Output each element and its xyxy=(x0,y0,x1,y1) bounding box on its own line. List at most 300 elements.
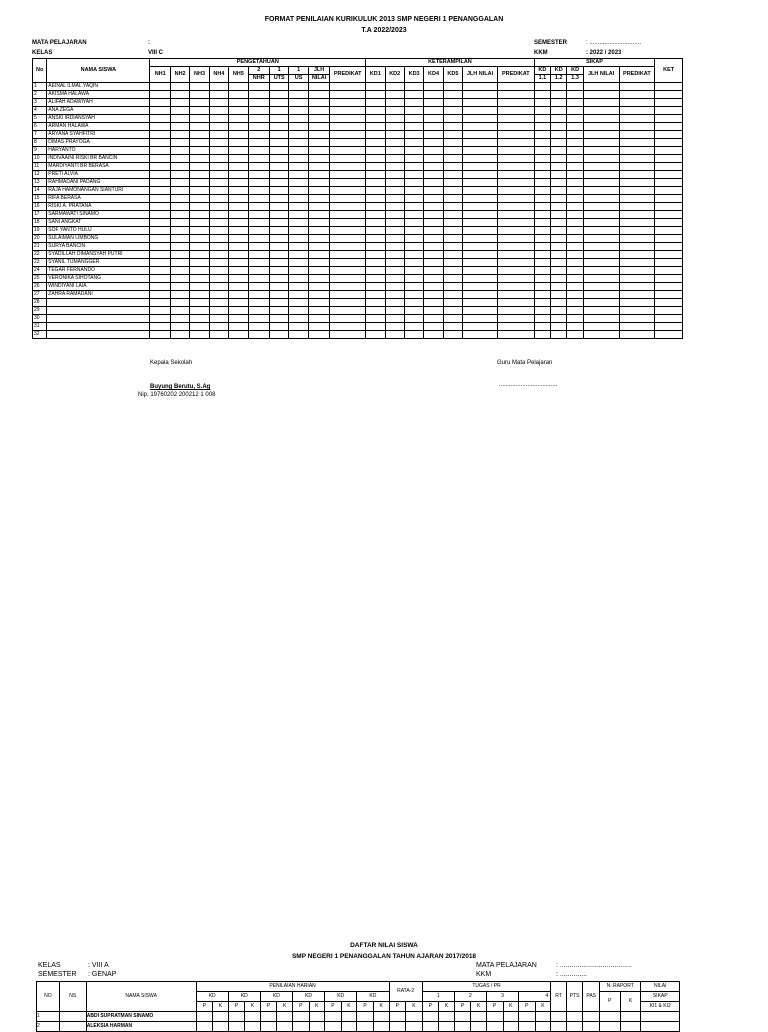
grade-cell xyxy=(269,315,288,323)
s2-semester-label: SEMESTER xyxy=(38,971,77,978)
grade-cell xyxy=(170,139,189,147)
grade-cell xyxy=(424,203,443,211)
s2-kkm-value: : .............. xyxy=(556,971,588,978)
grade-cell xyxy=(289,147,308,155)
grade-cell xyxy=(248,243,269,251)
grade-cell xyxy=(170,99,189,107)
grade-cell xyxy=(404,315,423,323)
grade-cell xyxy=(248,195,269,203)
grade-cell xyxy=(269,307,288,315)
grade-cell xyxy=(366,123,385,131)
guru-label: Guru Mata Pelajaran xyxy=(497,360,553,366)
grade-cell xyxy=(551,83,567,91)
grade-cell xyxy=(209,131,228,139)
grade-cell xyxy=(248,315,269,323)
grade-cell xyxy=(308,275,329,283)
grade-cell xyxy=(619,163,655,171)
grade-cell xyxy=(463,331,498,339)
grade-cell xyxy=(229,243,248,251)
grade-cell xyxy=(330,107,366,115)
s2-grade-cell xyxy=(406,1012,423,1022)
student-row xyxy=(33,211,683,219)
s2-grade-cell xyxy=(389,1012,406,1022)
grade-cell xyxy=(269,219,288,227)
grade-cell xyxy=(366,331,385,339)
grade-cell xyxy=(229,283,248,291)
student-no: 6 xyxy=(33,123,47,131)
grade-cell xyxy=(551,211,567,219)
grade-cell xyxy=(150,291,170,299)
grade-cell xyxy=(209,163,228,171)
student-no: 10 xyxy=(33,155,47,163)
student-no: 13 xyxy=(33,179,47,187)
grade-cell xyxy=(366,179,385,187)
grade-cell xyxy=(170,219,189,227)
s2-grade-cell xyxy=(439,1022,455,1032)
grade-cell xyxy=(248,99,269,107)
grade-cell xyxy=(308,251,329,259)
student-row xyxy=(33,203,683,211)
grade-cell xyxy=(463,147,498,155)
grade-cell xyxy=(366,299,385,307)
grade-cell xyxy=(229,259,248,267)
grade-cell xyxy=(150,203,170,211)
student-name xyxy=(47,323,150,331)
grade-cell xyxy=(190,115,209,123)
grade-cell xyxy=(497,283,534,291)
grade-cell xyxy=(583,283,619,291)
grade-cell xyxy=(655,139,683,147)
grade-cell xyxy=(150,211,170,219)
grade-cell xyxy=(404,115,423,123)
s2-grade-cell xyxy=(599,1012,620,1022)
grade-cell xyxy=(424,123,443,131)
s2-grade-cell xyxy=(277,1012,293,1022)
grade-cell xyxy=(497,211,534,219)
grade-cell xyxy=(534,155,550,163)
s2-kelas-value: : VIII A xyxy=(88,962,109,969)
grade-cell xyxy=(497,99,534,107)
grade-cell xyxy=(404,243,423,251)
grade-cell xyxy=(385,187,404,195)
s2-grade-cell xyxy=(406,1022,423,1032)
grade-cell xyxy=(269,139,288,147)
grade-cell xyxy=(463,267,498,275)
s2-grade-cell xyxy=(620,1012,641,1022)
grade-cell xyxy=(330,115,366,123)
grade-cell xyxy=(209,139,228,147)
student-row xyxy=(33,267,683,275)
sheet1-title: FORMAT PENILAIAN KURIKULUK 2013 SMP NEGERI 1 PENANGGALAN xyxy=(264,16,504,23)
grade-cell xyxy=(534,83,550,91)
grade-cell xyxy=(551,299,567,307)
grade-cell xyxy=(209,171,228,179)
s2-grade-cell xyxy=(503,1022,519,1032)
grade-cell xyxy=(583,307,619,315)
grade-cell xyxy=(424,195,443,203)
grade-cell xyxy=(583,219,619,227)
grade-cell xyxy=(443,267,462,275)
student-name: PRETI ALVIA xyxy=(47,171,150,179)
grade-cell xyxy=(308,83,329,91)
grade-cell xyxy=(443,115,462,123)
grade-cell xyxy=(655,131,683,139)
grade-cell xyxy=(583,235,619,243)
grade-cell xyxy=(404,275,423,283)
grade-cell xyxy=(534,227,550,235)
col-predikat-3: PREDIKAT xyxy=(619,67,655,83)
s2-grade-cell xyxy=(260,1012,277,1022)
s2-student-ns xyxy=(59,1022,86,1032)
student-name: HARYANTO xyxy=(47,147,150,155)
grade-cell xyxy=(655,83,683,91)
grade-cell xyxy=(308,91,329,99)
student-no: 5 xyxy=(33,115,47,123)
grade-cell xyxy=(424,331,443,339)
grade-cell xyxy=(209,283,228,291)
grade-cell xyxy=(424,171,443,179)
grade-cell xyxy=(424,179,443,187)
col-sikap: SIKAP xyxy=(534,59,655,67)
grade-cell xyxy=(619,307,655,315)
grade-cell xyxy=(170,131,189,139)
grade-cell xyxy=(534,331,550,339)
grade-cell xyxy=(567,195,583,203)
grade-cell xyxy=(497,115,534,123)
grade-cell xyxy=(190,227,209,235)
grade-cell xyxy=(583,123,619,131)
grade-cell xyxy=(269,299,288,307)
student-row xyxy=(33,163,683,171)
grade-cell xyxy=(619,107,655,115)
grade-cell xyxy=(443,179,462,187)
mapel-value: : xyxy=(148,40,150,46)
grade-cell xyxy=(229,235,248,243)
grade-cell xyxy=(209,299,228,307)
grade-cell xyxy=(567,179,583,187)
col-nilai: NILAI xyxy=(308,75,329,83)
grade-cell xyxy=(385,235,404,243)
grade-cell xyxy=(497,195,534,203)
student-no: 15 xyxy=(33,195,47,203)
grade-cell xyxy=(655,123,683,131)
grade-cell xyxy=(424,187,443,195)
col-no: No xyxy=(33,59,47,83)
grade-cell xyxy=(497,235,534,243)
grade-cell xyxy=(443,299,462,307)
grade-cell xyxy=(209,147,228,155)
grade-cell xyxy=(424,315,443,323)
grade-cell xyxy=(385,227,404,235)
grade-cell xyxy=(404,187,423,195)
grade-cell xyxy=(443,107,462,115)
grade-cell xyxy=(150,139,170,147)
grade-cell xyxy=(330,187,366,195)
student-row xyxy=(33,179,683,187)
col-jlh-nilai-2: JLH NILAI xyxy=(583,67,619,83)
col-us: US xyxy=(289,75,308,83)
grade-cell xyxy=(385,331,404,339)
grade-cell xyxy=(463,219,498,227)
grade-cell xyxy=(269,259,288,267)
grade-cell xyxy=(655,227,683,235)
grade-cell xyxy=(229,107,248,115)
grade-cell xyxy=(567,267,583,275)
grade-cell xyxy=(330,323,366,331)
grade-cell xyxy=(534,267,550,275)
grade-cell xyxy=(366,107,385,115)
grade-cell xyxy=(170,91,189,99)
col-kd4: KD4 xyxy=(424,67,443,83)
semester-label: SEMESTER xyxy=(534,40,568,46)
grade-cell xyxy=(551,203,567,211)
grade-cell xyxy=(619,291,655,299)
s2-k-header: K xyxy=(373,1002,389,1012)
grade-cell xyxy=(229,179,248,187)
grade-cell xyxy=(366,235,385,243)
grade-cell xyxy=(209,307,228,315)
grade-cell xyxy=(289,123,308,131)
grade-cell xyxy=(366,99,385,107)
col-nh2: NH2 xyxy=(170,67,189,83)
grade-cell xyxy=(269,123,288,131)
grade-cell xyxy=(269,323,288,331)
s2-nraport-p: P xyxy=(599,992,620,1012)
grade-cell xyxy=(619,203,655,211)
grade-cell xyxy=(330,155,366,163)
grade-cell xyxy=(269,171,288,179)
semester-value: : ............................... xyxy=(586,40,642,46)
grade-cell xyxy=(497,299,534,307)
grade-cell xyxy=(534,243,550,251)
grade-cell xyxy=(308,235,329,243)
grade-cell xyxy=(385,203,404,211)
grade-cell xyxy=(289,315,308,323)
grade-cell xyxy=(190,235,209,243)
grade-cell xyxy=(190,331,209,339)
student-row xyxy=(33,251,683,259)
student-row xyxy=(33,147,683,155)
grade-cell xyxy=(289,291,308,299)
student-no: 29 xyxy=(33,307,47,315)
grade-cell xyxy=(404,131,423,139)
grade-cell xyxy=(308,211,329,219)
grade-cell xyxy=(229,203,248,211)
grade-cell xyxy=(330,235,366,243)
grade-cell xyxy=(443,323,462,331)
grade-cell xyxy=(209,99,228,107)
grade-cell xyxy=(551,107,567,115)
grade-cell xyxy=(366,259,385,267)
grade-cell xyxy=(567,323,583,331)
grade-cell xyxy=(463,139,498,147)
student-name: SULAIMAN LIMBONG xyxy=(47,235,150,243)
grade-cell xyxy=(619,323,655,331)
grade-cell xyxy=(170,251,189,259)
grade-cell xyxy=(583,179,619,187)
grade-cell xyxy=(190,243,209,251)
grade-cell xyxy=(655,147,683,155)
col-uts: UTS xyxy=(269,75,288,83)
grade-cell xyxy=(424,307,443,315)
grade-cell xyxy=(424,131,443,139)
grade-cell xyxy=(150,259,170,267)
grade-cell xyxy=(366,187,385,195)
student-name: VERONIKA SIHOTANG xyxy=(47,275,150,283)
grade-cell xyxy=(567,203,583,211)
student-no: 16 xyxy=(33,203,47,211)
grade-cell xyxy=(229,195,248,203)
grade-cell xyxy=(551,155,567,163)
s2-kd-2: KD xyxy=(228,992,260,1002)
grade-cell xyxy=(269,283,288,291)
grade-cell xyxy=(150,115,170,123)
grade-cell xyxy=(330,299,366,307)
grade-cell xyxy=(289,99,308,107)
col-kd11-bottom: 1.1 xyxy=(534,75,550,83)
grade-cell xyxy=(269,235,288,243)
grade-cell xyxy=(330,243,366,251)
student-row xyxy=(33,83,683,91)
student-no: 11 xyxy=(33,163,47,171)
grade-cell xyxy=(229,307,248,315)
grade-cell xyxy=(443,99,462,107)
grade-cell xyxy=(497,171,534,179)
s2-p-header: P xyxy=(519,1002,536,1012)
student-row xyxy=(33,259,683,267)
grade-cell xyxy=(385,291,404,299)
grade-cell xyxy=(209,195,228,203)
grade-cell xyxy=(289,107,308,115)
grade-cell xyxy=(404,211,423,219)
grade-cell xyxy=(269,91,288,99)
grade-cell xyxy=(190,171,209,179)
student-row xyxy=(33,91,683,99)
s2-grade-cell xyxy=(196,1012,213,1022)
grade-cell xyxy=(404,139,423,147)
grade-cell xyxy=(619,243,655,251)
col-ket: KET xyxy=(655,59,683,83)
grade-cell xyxy=(209,267,228,275)
student-no: 26 xyxy=(33,283,47,291)
student-row xyxy=(33,107,683,115)
grade-cell xyxy=(443,123,462,131)
grade-cell xyxy=(583,91,619,99)
s2-col-pas: PAS xyxy=(583,982,600,1012)
grade-cell xyxy=(424,251,443,259)
grade-cell xyxy=(463,195,498,203)
grade-cell xyxy=(209,115,228,123)
grade-cell xyxy=(190,283,209,291)
s2-grade-cell xyxy=(566,1012,583,1022)
student-name: TEGAR FERNANDO xyxy=(47,267,150,275)
grade-cell xyxy=(366,203,385,211)
col-jlh: JLH xyxy=(308,67,329,75)
grade-cell xyxy=(229,315,248,323)
grade-cell xyxy=(443,283,462,291)
student-name: ZAHRA RAMADANI xyxy=(47,291,150,299)
grade-cell xyxy=(229,171,248,179)
grade-cell xyxy=(655,275,683,283)
grade-cell xyxy=(424,139,443,147)
grade-cell xyxy=(567,227,583,235)
grade-cell xyxy=(443,147,462,155)
grade-cell xyxy=(190,315,209,323)
student-row xyxy=(33,235,683,243)
grade-cell xyxy=(308,195,329,203)
grade-cell xyxy=(269,251,288,259)
grade-cell xyxy=(289,259,308,267)
grade-cell xyxy=(330,331,366,339)
grade-cell xyxy=(551,91,567,99)
grade-cell xyxy=(534,115,550,123)
student-no: 1 xyxy=(33,83,47,91)
grade-cell xyxy=(655,315,683,323)
grade-cell xyxy=(330,267,366,275)
student-name xyxy=(47,315,150,323)
grade-cell xyxy=(170,315,189,323)
s2-kd-1: KD xyxy=(196,992,228,1002)
grade-cell xyxy=(583,155,619,163)
grade-cell xyxy=(655,115,683,123)
grade-cell xyxy=(209,107,228,115)
grade-cell xyxy=(567,331,583,339)
grade-cell xyxy=(170,275,189,283)
s2-p-header: P xyxy=(260,1002,277,1012)
student-row xyxy=(33,187,683,195)
grade-cell xyxy=(209,187,228,195)
grade-cell xyxy=(497,331,534,339)
grade-cell xyxy=(619,99,655,107)
grade-cell xyxy=(190,123,209,131)
grade-cell xyxy=(248,131,269,139)
student-name: RAJA HAMONANGAN SIANTURI xyxy=(47,187,150,195)
grade-cell xyxy=(463,187,498,195)
student-no: 9 xyxy=(33,147,47,155)
grade-cell xyxy=(229,299,248,307)
grade-cell xyxy=(534,187,550,195)
grade-cell xyxy=(534,195,550,203)
grade-cell xyxy=(404,267,423,275)
s2-grade-cell xyxy=(373,1022,389,1032)
s2-grade-cell xyxy=(341,1022,357,1032)
grade-cell xyxy=(583,243,619,251)
grade-cell xyxy=(308,123,329,131)
grade-cell xyxy=(619,251,655,259)
grade-cell xyxy=(655,195,683,203)
grade-cell xyxy=(269,179,288,187)
grade-cell xyxy=(567,139,583,147)
s2-grade-cell xyxy=(213,1022,229,1032)
grade-cell xyxy=(190,91,209,99)
student-name: SANI ANGKAT xyxy=(47,219,150,227)
s2-tugas-3: 3 xyxy=(486,992,518,1002)
grade-cell xyxy=(619,283,655,291)
grade-cell xyxy=(463,259,498,267)
grade-cell xyxy=(583,323,619,331)
grade-cell xyxy=(308,147,329,155)
student-name: AEINAL ILMAL YAQIN xyxy=(47,83,150,91)
grade-cell xyxy=(150,299,170,307)
grade-cell xyxy=(330,91,366,99)
grade-cell xyxy=(497,315,534,323)
student-no: 32 xyxy=(33,331,47,339)
grade-cell xyxy=(424,99,443,107)
grade-cell xyxy=(463,211,498,219)
student-no: 21 xyxy=(33,243,47,251)
grade-cell xyxy=(308,131,329,139)
student-no: 22 xyxy=(33,251,47,259)
